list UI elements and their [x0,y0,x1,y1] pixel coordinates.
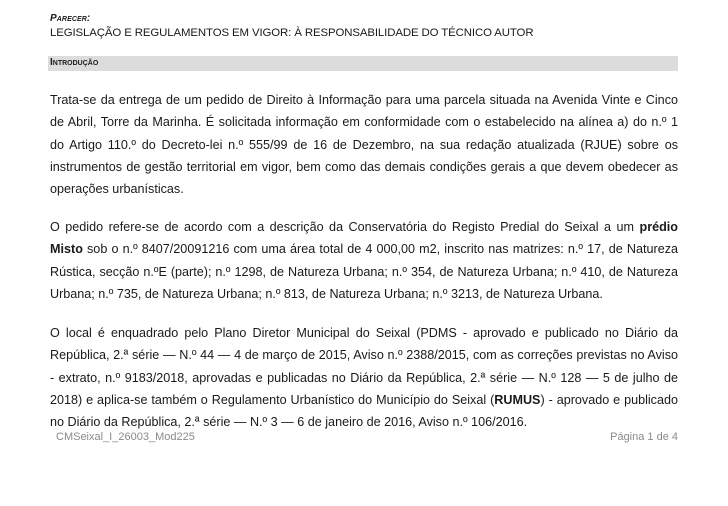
parecer-text: LEGISLAÇÃO E REGULAMENTOS EM VIGOR: À RESPONSABILIDADE DO TÉCNICO AUTOR [50,27,534,39]
paragraph-planning-framework [50,322,678,433]
paragraph-property-description [50,216,678,305]
section-title: Introdução [50,57,99,68]
paragraph-emphasis: RUMUS [494,392,541,407]
paragraph-text: sob o n.º 8407/20091216 com uma área total de 4 000,00 m2, inscrito nas matrizes: n.º 17, de Natureza Rústica, secção n.ºE (parte); n.º 1298, de Natureza Urbana; n.º 354, de Natureza Urbana; n.º 410, de Natureza Urbana; n.º 735, de Natureza Urbana; n.º 813, de Natureza Urbana; n.º 3213, de Natureza Urbana. [50,242,678,301]
paragraph-introduction: Trata-se da entrega de um pedido de Direito à Informação para uma parcela situada na Avenida Vinte e Cinco de Abril, Torre da Marinha. É solicitada informação em conformidade com o estabelecido na alínea a) do n.º 1 do Artigo 110.º do Decreto-lei n.º 555/99 de 16 de Dezembro, na sua redação atualizada (RJUE) sobre os instrumentos de gestão territorial em vigor, bem como das demais condições gerais a que devem obedecer as operações urbanísticas. [50,93,678,197]
paragraph-emphasis: prédio Misto [50,220,678,257]
parecer-label: Parecer: [50,13,91,24]
paragraph-text: ) - aprovado e publicado no Diário da República, 2.ª série — N.º 3 — 6 de janeiro de 2016, Aviso n.º 106/2016. [50,392,678,430]
paragraph-text: O local é enquadrado pelo Plano Diretor Municipal do Seixal (PDMS - aprovado e publicado no Diário da República, 2.ª série — N.º 44 — 4 de março de 2015, Aviso n.º 2388/2015, com as correções previstas no Aviso - extrato, n.º 9183/2018, aprovadas e publicadas no Diário da República, 2.ª série — N.º 128 — 5 de julho de 2018) e aplica-se também o Regulamento Urbanístico do Município do Seixal ( [50,326,678,407]
section-header-bar [48,56,678,71]
paragraph-text: O pedido refere-se de acordo com a descrição da Conservatória do Registo Predial do Seixal a um [50,220,640,234]
footer-document-id: CMSeixal_I_26003_Mod225 [56,431,195,443]
footer-page-number: Página 1 de 4 [610,431,678,443]
